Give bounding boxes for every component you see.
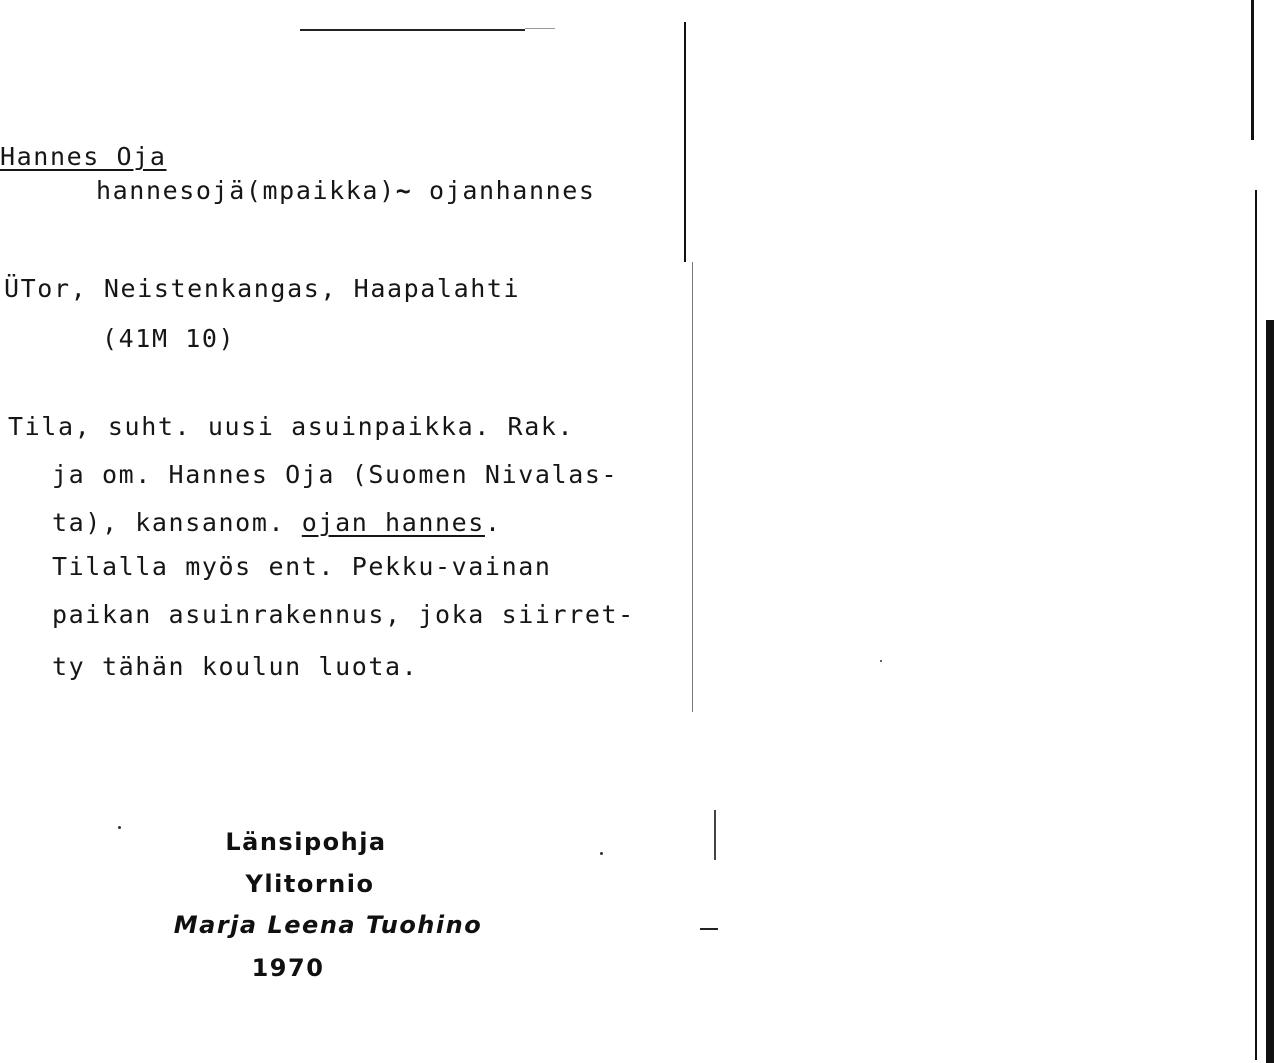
description-line-3-pre: ta), kansanom. xyxy=(52,508,302,537)
name-variants xyxy=(96,176,596,205)
description-line-6: ty tähän koulun luota. xyxy=(52,652,419,681)
location-line: ÜTor, Neistenkangas, Haapalahti xyxy=(4,274,521,303)
right-edge-line-lower xyxy=(1255,190,1257,1060)
description-line-3-post: . xyxy=(484,508,502,537)
variant-tilde: ~ xyxy=(395,176,413,205)
stamp-region: Länsipohja xyxy=(225,828,387,856)
fold-line-dash xyxy=(700,928,718,930)
variant-primary: hannesojä(mpaikka) xyxy=(96,176,396,205)
stamp-year: 1970 xyxy=(251,954,325,982)
fold-line-lower xyxy=(692,262,693,712)
stamp-collector: Marja Leena Tuohino xyxy=(173,911,483,939)
stamp-parish: Ylitornio xyxy=(245,870,375,898)
description-line-4: Tilalla myös ent. Pekku-vainan xyxy=(52,552,552,581)
description-line-2: ja om. Hannes Oja (Suomen Nivalas- xyxy=(52,460,619,489)
colloquial-name: ojan hannes xyxy=(301,508,485,537)
description-line-5: paikan asuinrakennus, joka siirret- xyxy=(52,600,635,629)
top-rule-fade xyxy=(525,28,555,29)
speck xyxy=(118,826,121,829)
description-line-1: Tila, suht. uusi asuinpaikka. Rak. xyxy=(8,412,575,441)
description-line-3 xyxy=(52,508,502,537)
right-edge-shadow xyxy=(1266,320,1274,1063)
variant-secondary: ojanhannes xyxy=(429,176,596,205)
speck xyxy=(600,852,603,855)
place-name-heading: Hannes Oja xyxy=(0,142,167,171)
speck xyxy=(880,660,882,662)
top-rule xyxy=(300,29,525,31)
fold-line xyxy=(684,22,686,262)
fold-line-tick xyxy=(714,810,716,860)
right-edge-line xyxy=(1251,0,1254,140)
map-reference: (41M 10) xyxy=(102,324,236,353)
